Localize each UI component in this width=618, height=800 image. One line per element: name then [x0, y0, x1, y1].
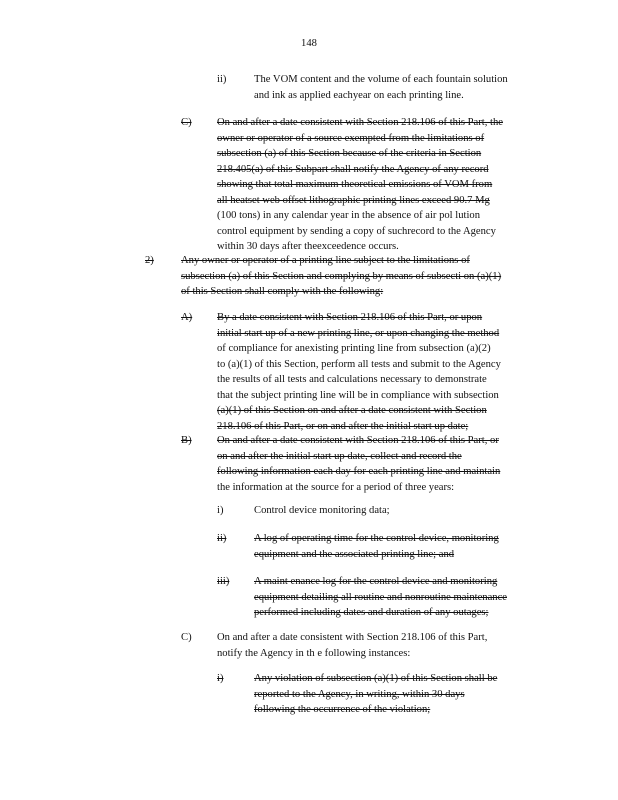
text-line: A maint enance log for the control device and monitoring: [254, 576, 498, 587]
text-line: following information each day for each printing line and maintain: [217, 466, 501, 477]
text-line: on and after the initial start up date, collect and record the: [217, 450, 462, 462]
text-line: By a date consistent with Section 218.106 of this Part, or upon: [217, 312, 483, 323]
text-line: the information at the source for a period of three years:: [217, 481, 455, 493]
text-line: Any owner or operator of a printing line subject to the limitations of: [181, 255, 470, 266]
text-line: 218.405(a) of this Subpart shall notify the Agency of any record: [217, 163, 489, 175]
text-line: subsection (a) of this Section because of the criteria in Section: [217, 148, 482, 159]
text-line: and ink as applied eachyear on each printing line.: [254, 89, 464, 101]
text-line: to (a)(1) of this Section, perform all tests and submit to the Agency: [217, 358, 501, 370]
text-line: initial start up of a new printing line, or upon changing the method: [217, 327, 500, 339]
text-line: all heatset web offset lithographic printing lines exceed 90.7 Mg: [217, 194, 490, 206]
page-number: 148: [301, 38, 317, 49]
text-line: owner or operator of a source exempted from the limitations of: [217, 132, 485, 144]
text-line: reported to the Agency, in writing, within 30 days: [254, 688, 465, 700]
text-line: showing that total maximum theoretical emissions of VOM from: [217, 179, 493, 190]
text-line: that the subject printing line will be in compliance with subsection: [217, 389, 499, 401]
text-line: equipment detailing all routine and nonroutine maintenance: [254, 591, 507, 603]
text-line: subsection (a) of this Section and complying by means of subsecti on (a)(1): [181, 270, 502, 282]
text-line: A log of operating time for the control device, monitoring: [254, 533, 499, 544]
text-line: 218.106 of this Part, or on and after the initial start up date;: [217, 420, 469, 432]
paragraph-label: A): [181, 312, 193, 323]
text-line: Control device monitoring data;: [254, 505, 390, 516]
paragraph-label: iii): [217, 576, 230, 587]
text-line: performed including dates and duration of any outages;: [254, 607, 489, 618]
text-line: following the occurrence of the violation;: [254, 704, 431, 715]
text-line: within 30 days after theexceedence occurs.: [217, 241, 399, 252]
paragraph-label: i): [217, 673, 224, 684]
text-line: control equipment by sending a copy of suchrecord to the Agency: [217, 225, 496, 237]
paragraph-label: i): [217, 505, 224, 516]
text-line: (100 tons) in any calendar year in the absence of air pol lution: [217, 210, 480, 221]
text-line: the results of all tests and calculations necessary to demonstrate: [217, 374, 487, 385]
text-line: of this Section shall comply with the following:: [181, 286, 384, 297]
text-line: On and after a date consistent with Section 218.106 of this Part, the: [217, 117, 503, 128]
paragraph-label: C): [181, 632, 192, 643]
paragraph-label: 2): [145, 255, 154, 266]
text-line: The VOM content and the volume of each fountain solution: [254, 74, 508, 85]
text-line: of compliance for anexisting printing line from subsection (a)(2): [217, 343, 491, 354]
text-line: notify the Agency in th e following instances:: [217, 647, 411, 659]
text-line: On and after a date consistent with Section 218.106 of this Part,: [217, 632, 488, 643]
text-line: equipment and the associated printing line; and: [254, 548, 455, 560]
text-line: On and after a date consistent with Section 218.106 of this Part, or: [217, 435, 499, 446]
paragraph-label: ii): [217, 74, 227, 85]
text-line: Any violation of subsection (a)(1) of this Section shall be: [254, 673, 498, 684]
paragraph-label: C): [181, 117, 192, 128]
paragraph-label: B): [181, 435, 192, 446]
text-line: (a)(1) of this Section on and after a date consistent with Section: [217, 405, 487, 416]
paragraph-label: ii): [217, 533, 227, 544]
